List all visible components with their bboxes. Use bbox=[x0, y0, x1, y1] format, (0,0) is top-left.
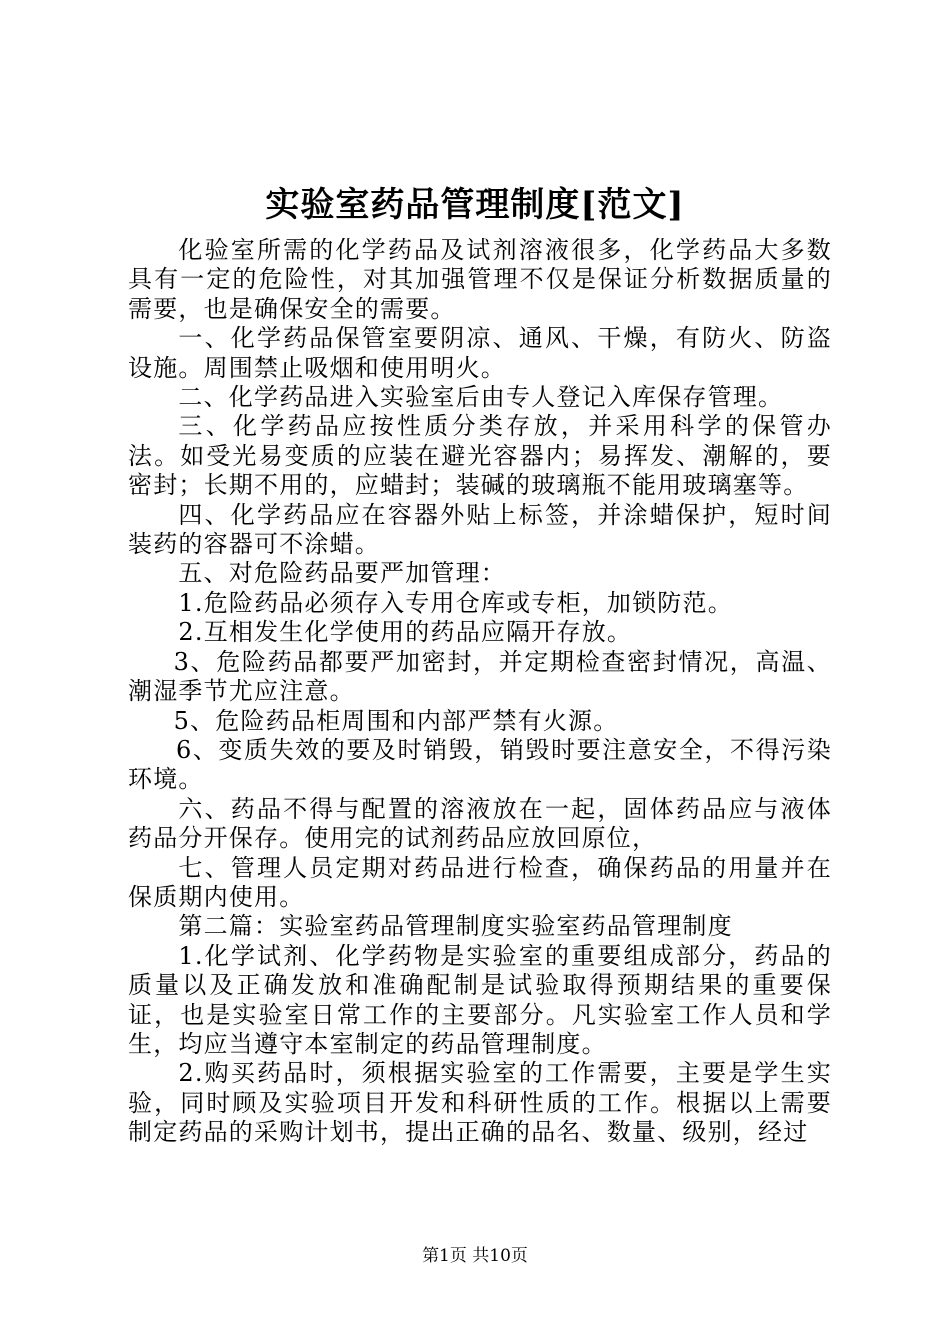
paragraph-part-two-2: 2.购买药品时，须根据实验室的工作需要，主要是学生实验，同时顾及实验项目开发和科研性质的工作。根据以上需要制定药品的采购计划书，提出正确的品名、数量、级别，经过 bbox=[128, 1059, 832, 1147]
paragraph-part-two-heading: 第二篇：实验室药品管理制度实验室药品管理制度 bbox=[178, 912, 733, 941]
paragraph-rule-6: 六、药品不得与配置的溶液放在一起，固体药品应与液体药品分开保存。使用完的试剂药品应放回原位， bbox=[128, 794, 832, 853]
document-title: 实验室药品管理制度[范文] bbox=[265, 185, 685, 225]
paragraph-rule-5-item-3: 3、危险药品都要严加密封，并定期检查密封情况，高温、潮湿季节尤应注意。 bbox=[128, 647, 832, 706]
paragraph-rule-5-item-6: 6、变质失效的要及时销毁，销毁时要注意安全，不得污染环境。 bbox=[128, 735, 832, 794]
document-body bbox=[128, 236, 832, 1148]
paragraph-rule-5: 五、对危险药品要严加管理： bbox=[178, 559, 506, 588]
page-number-footer: 第1页 共10页 bbox=[422, 1246, 528, 1266]
paragraph-rule-2: 二、化学药品进入实验室后由专人登记入库保存管理。 bbox=[178, 383, 784, 412]
paragraph-rule-4: 四、化学药品应在容器外贴上标签，并涂蜡保护，短时间装药的容器可不涂蜡。 bbox=[128, 500, 832, 559]
paragraph-rule-1: 一、化学药品保管室要阴凉、通风、干燥，有防火、防盗设施。周围禁止吸烟和使用明火。 bbox=[128, 324, 832, 382]
paragraph-rule-7: 七、管理人员定期对药品进行检查，确保药品的用量并在保质期内使用。 bbox=[128, 853, 832, 911]
paragraph-rule-3: 三、化学药品应按性质分类存放，并采用科学的保管办法。如受光易变质的应装在避光容器内；易挥发、潮解的，要密封；长期不用的，应蜡封；装碱的玻璃瓶不能用玻璃塞等。 bbox=[128, 412, 832, 500]
paragraph-rule-5-item-2: 2.互相发生化学使用的药品应隔开存放。 bbox=[178, 618, 633, 647]
paragraph-rule-5-item-5: 5、危险药品柜周围和内部严禁有火源。 bbox=[173, 706, 619, 735]
paragraph-intro: 化验室所需的化学药品及试剂溶液很多，化学药品大多数具有一定的危险性，对其加强管理不仅是保证分析数据质量的需要，也是确保安全的需要。 bbox=[128, 236, 832, 323]
paragraph-part-two-1: 1.化学试剂、化学药物是实验室的重要组成部分，药品的质量以及正确发放和准确配制是试验取得预期结果的重要保证，也是实验室日常工作的主要部分。凡实验室工作人员和学生，均应当遵守本室制定的药品管理制度。 bbox=[128, 941, 832, 1058]
paragraph-rule-5-item-1: 1.危险药品必须存入专用仓库或专柜，加锁防范。 bbox=[178, 588, 733, 617]
